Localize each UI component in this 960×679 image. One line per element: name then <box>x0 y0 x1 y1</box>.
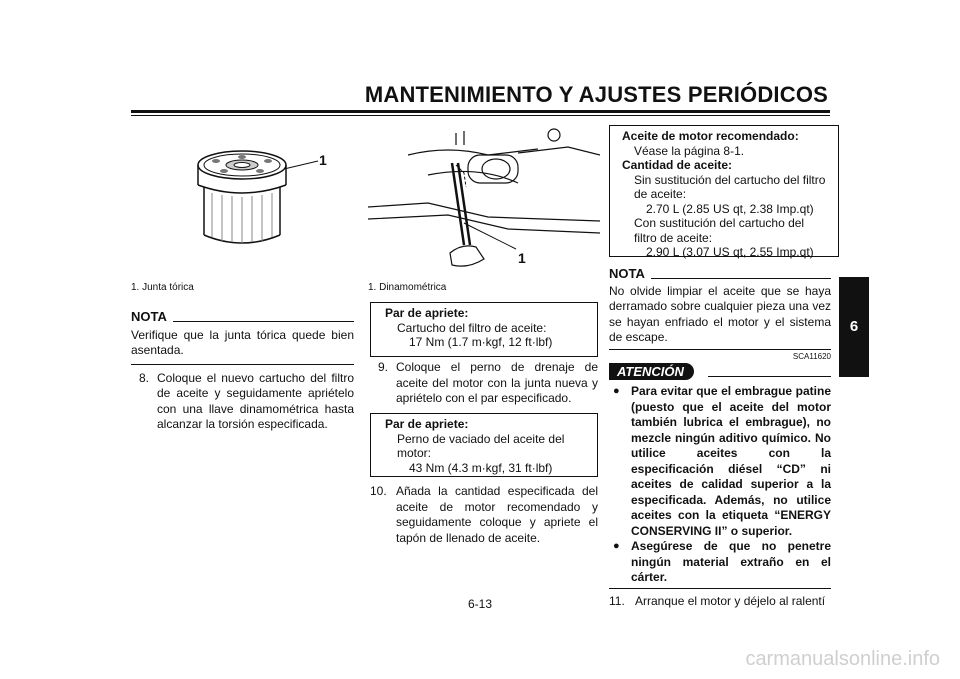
nota-label: NOTA <box>131 309 167 324</box>
step-10-text: Añada la cantidad especificada del aceite de motor recomendado y seguidamente coloque y apriete el tapón de llenado de aceite. <box>396 484 598 545</box>
oil-spec-line-1: Véase la página 8-1. <box>634 143 745 158</box>
watermark: carmanualsonline.info <box>745 648 940 670</box>
caution-bullet-1: ● Para evitar que el embrague patine (puesto que el aceite del motor también lubrica el embrague), no mezcle ningún aditivo químico. No utilice aceites con la especificación diésel “CD” ni aceites de calidad superior a la especificada. Además, no utilice aceites con la etiqueta “ENERGY CONSERVING II” o superior. <box>609 384 831 539</box>
torque-box-2-title: Par de apriete: <box>385 417 469 431</box>
nota-end-rule <box>131 364 354 365</box>
fig2-callout: 1 <box>518 250 526 266</box>
torque-box-1-value: 17 Nm (1.7 m·kgf, 12 ft·lbf) <box>409 335 553 349</box>
step-8-text: Coloque el nuevo cartucho del filtro de aceite y seguidamente apriételo con una llave dinamométrica hasta alcanzar la torsión especificada. <box>157 370 354 431</box>
torque-box-2-item: Perno de vaciado del aceite del motor: <box>397 431 565 460</box>
torque-box-1-item: Cartucho del filtro de aceite: <box>397 320 547 335</box>
nota-text-2: No olvide limpiar el aceite que se haya derramado sobre cualquier pieza una vez se hayan enfriado el motor y el sistema de escape. <box>609 283 831 344</box>
caution-code: SCA11620 <box>792 351 831 361</box>
step-9 <box>370 360 598 407</box>
step-8-number: 8. <box>139 370 150 385</box>
nota-rule <box>173 321 354 322</box>
nota-label-2: NOTA <box>609 266 645 281</box>
torque-box-2 <box>370 413 598 477</box>
step-11-number: 11. <box>609 593 625 608</box>
step-9-block <box>370 360 598 407</box>
step-9-text: Coloque el perno de drenaje de aceite del motor con la junta nueva y apriételo con el par especificado. <box>396 360 598 405</box>
atencion-rule <box>708 376 831 377</box>
step-10 <box>370 484 598 546</box>
torque-box-1 <box>370 302 598 357</box>
torque-box-2-value: 43 Nm (4.3 m·kgf, 31 ft·lbf) <box>409 460 553 475</box>
chapter-tab: 6 <box>839 277 869 377</box>
step-10-number: 10. <box>370 484 387 498</box>
nota-header-2 <box>609 266 831 282</box>
page-header <box>0 0 960 120</box>
oil-spec-line-4: Con sustitución del cartucho del filtro de aceite: <box>634 216 805 245</box>
nota-rule-2 <box>651 278 831 279</box>
column-3 <box>609 266 831 609</box>
header-rule <box>131 110 830 113</box>
caution-end-rule <box>609 588 831 589</box>
step-9-number: 9. <box>378 360 389 374</box>
fig2-caption: 1. Dinamométrica <box>368 282 447 293</box>
nota-end-rule-2 <box>609 349 831 350</box>
torque-box-1-title: Par de apriete: <box>385 306 469 320</box>
step-11 <box>609 594 831 610</box>
nota-text: Verifique que la junta tórica quede bien asentada. <box>131 327 354 357</box>
atencion-header <box>609 363 831 381</box>
header-rule-thin <box>131 115 830 116</box>
step-11-text: Arranque el motor y déjelo al ralentí <box>635 593 826 608</box>
oil-spec-box <box>609 125 839 257</box>
column-1 <box>131 309 354 433</box>
caution-bullet-2: ● Asegúrese de que no penetre ningún material extraño en el cárter. <box>609 539 831 586</box>
step-10-block <box>370 484 598 546</box>
caution-list <box>609 384 831 586</box>
fig1-caption: 1. Junta tórica <box>131 282 194 293</box>
oil-filter-illustration <box>180 135 340 270</box>
page-title: MANTENIMIENTO Y AJUSTES PERIÓDICOS <box>364 82 828 107</box>
oil-spec-title-1: Aceite de motor recomendado: <box>622 129 799 143</box>
nota-header <box>131 309 354 325</box>
oil-spec-line-5: 2.90 L (3.07 US qt, 2.55 Imp.qt) <box>646 245 814 259</box>
page-number: 6-13 <box>468 597 493 611</box>
oil-spec-line-3: 2.70 L (2.85 US qt, 2.38 Imp.qt) <box>646 201 814 216</box>
step-8 <box>131 371 354 433</box>
atencion-badge: ATENCIÓN <box>609 363 694 381</box>
oil-spec-line-2: Sin sustitución del cartucho del filtro de aceite: <box>634 172 826 201</box>
oil-spec-title-2: Cantidad de aceite: <box>622 158 733 172</box>
fig1-callout: 1 <box>319 152 327 168</box>
torque-wrench-illustration <box>368 125 600 275</box>
